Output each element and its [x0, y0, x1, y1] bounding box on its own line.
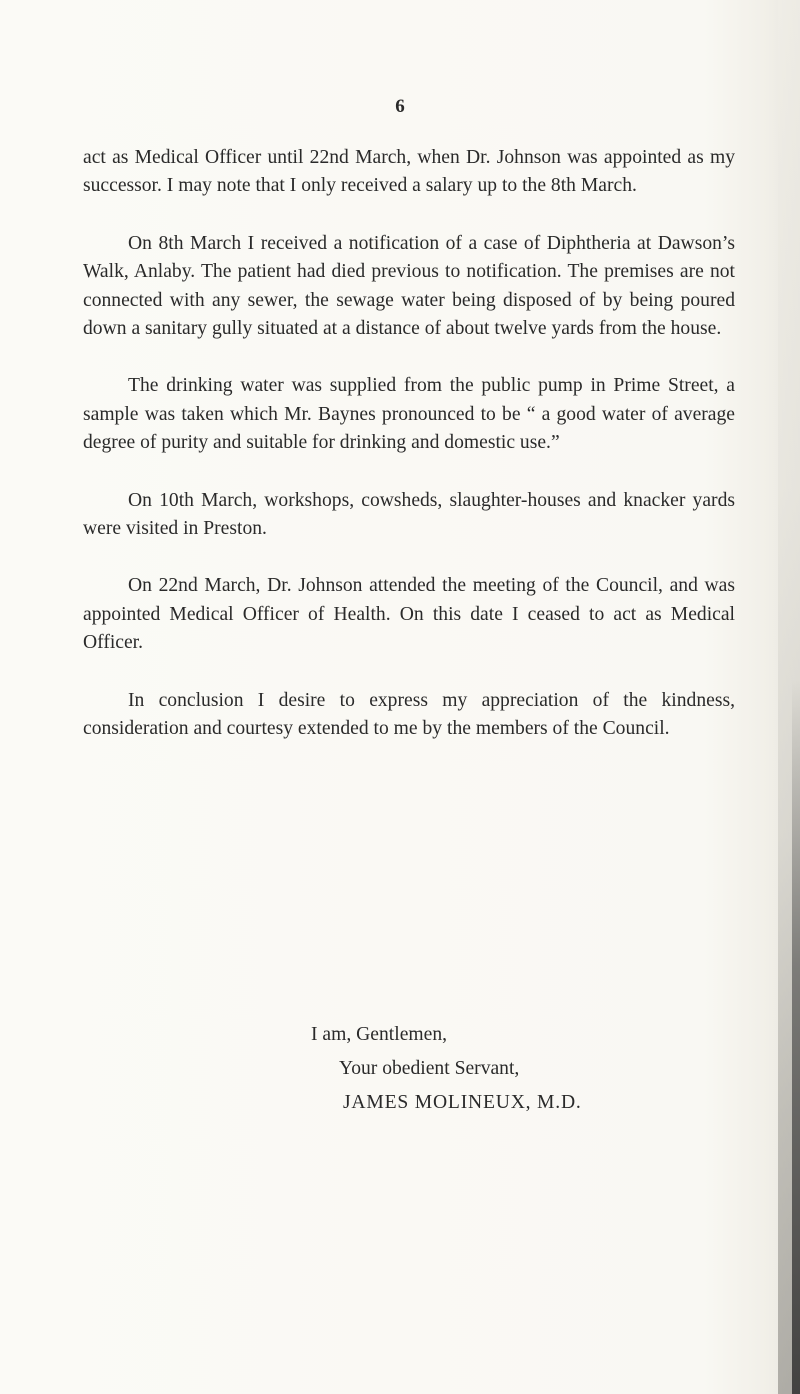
- paragraph-diphtheria-case: On 8th March I received a notification of a case of Diphtheria at Dawson’s Walk, Anlaby. The patient had died previous to notification. The premises are not connected with any sewer, the sewage water being disposed of by being poured down a sanitary gully situated at a distance of about twelve yards from the house.: [83, 232, 735, 340]
- paragraph-appointment: On 22nd March, Dr. Johnson attended the meeting of the Council, and was appointed Medical Officer of Health. On this date I ceased to act as Medical Officer.: [83, 575, 735, 654]
- paragraph-conclusion: In conclusion I desire to express my appreciation of the kindness, consideration and courtesy extended to me by the members of the Council.: [83, 689, 735, 740]
- letter-body: [83, 144, 735, 773]
- paragraph-drinking-water: The drinking water was supplied from the public pump in Prime Street, a sample was taken which Mr. Baynes pronounced to be “ a good water of average degree of purity and suitable for drinking and domestic use.”: [83, 375, 735, 454]
- closing-valediction: Your obedient Servant,: [339, 1058, 520, 1079]
- page-edge-shadow: [792, 680, 800, 1394]
- closing-salutation: I am, Gentlemen,: [311, 1024, 448, 1045]
- paragraph-inspection-visit: On 10th March, workshops, cowsheds, slaughter-houses and knacker yards were visited in Preston.: [83, 489, 735, 540]
- signatory-name: JAMES MOLINEUX, M.D.: [343, 1092, 582, 1113]
- paragraph-continuation: act as Medical Officer until 22nd March, when Dr. Johnson was appointed as my successor. I may note that I only received a salary up to the 8th March.: [83, 147, 735, 197]
- page-number: 6: [395, 96, 405, 117]
